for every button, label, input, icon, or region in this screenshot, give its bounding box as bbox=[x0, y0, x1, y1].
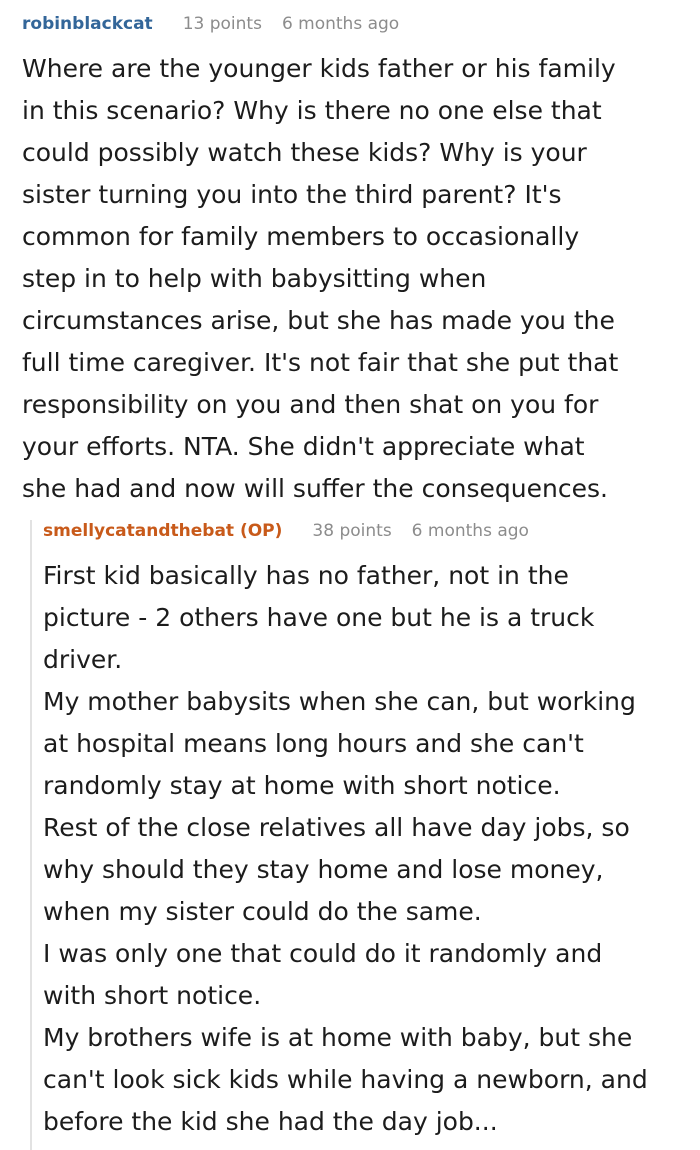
comment-text-line: when my sister could do the same. bbox=[43, 897, 482, 926]
comment-text-line: circumstances arise, but she has made you the bbox=[22, 306, 615, 335]
comment-author-link[interactable]: robinblackcat bbox=[22, 14, 153, 34]
comment-text-line: she had and now will suffer the consequences. bbox=[22, 474, 608, 503]
comment-text-line: randomly stay at home with short notice. bbox=[43, 771, 561, 800]
comment-points: 38 points bbox=[312, 521, 392, 541]
comment-meta bbox=[43, 521, 683, 555]
comment-text-line: I was only one that could do it randomly and bbox=[43, 939, 603, 968]
comment-text-line: driver. bbox=[43, 645, 123, 674]
comment-text-line: My mother babysits when she can, but working bbox=[43, 687, 636, 716]
comment-text-line: First kid basically has no father, not in the bbox=[43, 561, 569, 590]
comment-text-line: full time caregiver. It's not fair that she put that bbox=[22, 348, 619, 377]
op-author-link[interactable]: smellycatandthebat (OP) bbox=[43, 521, 283, 541]
comment-text-line: before the kid she had the day job... bbox=[43, 1107, 498, 1136]
comment-body bbox=[22, 48, 682, 510]
comment-text-line: My brothers wife is at home with baby, but she bbox=[43, 1023, 633, 1052]
comment-text-line: could possibly watch these kids? Why is your bbox=[22, 138, 587, 167]
comment-text-line: at hospital means long hours and she can't bbox=[43, 729, 584, 758]
comment-text-line: with short notice. bbox=[43, 981, 262, 1010]
comment-text-line: step in to help with babysitting when bbox=[22, 264, 487, 293]
comment-timestamp: 6 months ago bbox=[411, 521, 529, 541]
comment-text-line: in this scenario? Why is there no one else that bbox=[22, 96, 602, 125]
comment-text-line: can't look sick kids while having a newborn, and bbox=[43, 1065, 648, 1094]
comment-text-line: sister turning you into the third parent? It's bbox=[22, 180, 562, 209]
comment-text-line: your efforts. NTA. She didn't appreciate what bbox=[22, 432, 585, 461]
comment-body bbox=[43, 555, 683, 1143]
comment-meta bbox=[22, 14, 682, 48]
comment-text-line: Rest of the close relatives all have day jobs, so bbox=[43, 813, 630, 842]
comment-text-line: Where are the younger kids father or his family bbox=[22, 54, 616, 83]
comment-text-line: responsibility on you and then shat on you for bbox=[22, 390, 599, 419]
comment-timestamp: 6 months ago bbox=[281, 14, 400, 34]
comment-text-line: picture - 2 others have one but he is a truck bbox=[43, 603, 595, 632]
reply-comment bbox=[43, 521, 683, 1143]
comment-text-line: common for family members to occasionally bbox=[22, 222, 580, 251]
comment bbox=[22, 14, 682, 510]
reply-thread-line bbox=[30, 520, 32, 1150]
comment-points: 13 points bbox=[182, 14, 262, 34]
comment-text-line: why should they stay home and lose money, bbox=[43, 855, 604, 884]
